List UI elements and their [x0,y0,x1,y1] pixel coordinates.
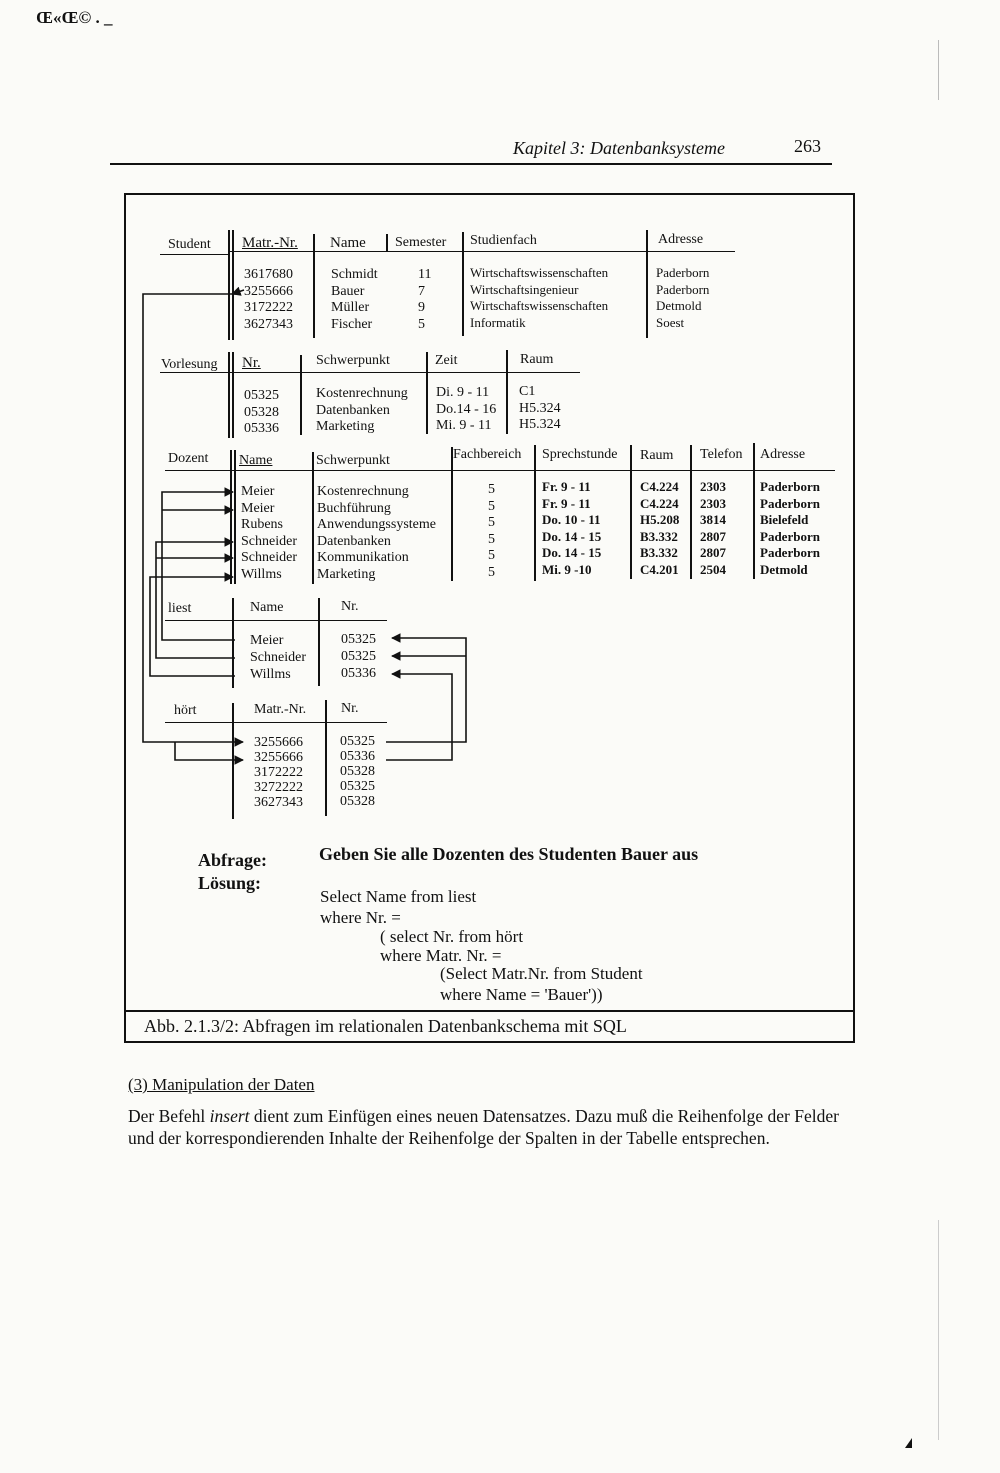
dozent-fachbereich-cell: 5 [488,498,495,514]
dozent-telefon-cell: 2807 [700,545,726,561]
student-adresse-cell: Paderborn [656,281,710,297]
hoert-header-nr: Nr. [341,701,359,716]
dozent-schwerpunkt-cell: Anwendungssysteme [317,517,436,533]
vorlesung-raum-cell: C1 [519,384,536,399]
student-table-label: Student [168,237,211,252]
student-semester-cell: 5 [418,316,425,332]
student-studienfach-cell: Wirtschaftswissenschaften [470,298,609,313]
dozent-adresse-cell: Paderborn [760,479,820,494]
liest-name-cell: Willms [250,667,291,682]
dozent-sprechstunde-cell: Fr. 9 - 11 [542,479,591,494]
arrow-student-to-hoert [143,294,243,742]
vorlesung-table-label: Vorlesung [161,357,218,372]
dozent-raum-cell: H5.208 [640,512,680,528]
dozent-name-cell: Rubens [241,517,283,533]
dozent-header-fachbereich: Fachbereich [453,447,522,462]
dozent-sprechstunde-cell: Do. 10 - 11 [542,512,601,528]
para-keyword-insert: insert [209,1106,250,1126]
dozent-fachbereich-cell: 5 [488,515,495,531]
dozent-name-cell: Meier [241,484,275,499]
liest-header-name: Name [250,600,284,615]
vorlesung-schwerpunkt-cell: Datenbanken [316,402,390,418]
vorlesung-header-nr: Nr. [242,355,261,371]
arrow-hoert-05325-to-liest [386,638,466,742]
vorlesung-raum-cell: H5.324 [519,417,561,432]
hoert-nr-cell: 05328 [340,794,375,809]
dozent-schwerpunkt-cell: Marketing [317,566,376,582]
hoert-matrnr-cell: 3255666 [254,750,303,765]
liest-name-cell: Schneider [250,650,306,665]
liest-table-label: liest [168,601,192,616]
dozent-telefon-cell: 2303 [700,479,726,494]
arrow-liest-meier-to-dozent [162,492,235,640]
student-name-cell: Schmidt [331,267,378,282]
student-header-matrnr: Matr.-Nr. [242,235,298,251]
dozent-sprechstunde-cell: Mi. 9 -10 [542,561,592,577]
dozent-header-adresse: Adresse [760,447,806,462]
dozent-schwerpunkt-cell: Kostenrechnung [317,484,409,499]
dozent-header-name: Name [239,453,273,468]
student-name-cell: Müller [331,300,370,315]
dozent-adresse-cell: Paderborn [760,495,820,511]
dozent-adresse-cell: Paderborn [760,528,820,544]
dozent-header-telefon: Telefon [700,447,743,462]
hoert-matrnr-cell: 3627343 [254,795,303,810]
student-matrnr-cell: 3627343 [244,316,293,332]
dozent-sprechstunde-cell: Do. 14 - 15 [542,545,602,561]
student-semester-cell: 11 [418,267,432,282]
vorlesung-header-raum: Raum [520,352,554,367]
dozent-adresse-cell: Bielefeld [760,512,809,528]
dozent-table-label: Dozent [168,451,209,466]
sql-line: (Select Matr.Nr. from Student [440,964,643,983]
arrow-hoert-05336-to-liest [386,674,452,760]
vorlesung-zeit-cell: Do.14 - 16 [436,401,497,417]
hoert-matrnr-cell: 3272222 [254,780,303,795]
dozent-sprechstunde-cell: Do. 14 - 15 [542,528,602,544]
vorlesung-schwerpunkt-cell: Marketing [316,419,375,434]
liest-nr-cell: 05325 [341,649,376,664]
para-text: Der Befehl [128,1106,210,1126]
dozent-raum-cell: C4.201 [640,561,679,577]
liest-nr-cell: 05336 [341,666,376,681]
vorlesung-schwerpunkt-cell: Kostenrechnung [316,386,408,401]
liest-nr-cell: 05325 [341,632,376,647]
dozent-name-cell: Meier [241,500,275,516]
dozent-fachbereich-cell: 5 [488,548,495,564]
hoert-matrnr-cell: 3172222 [254,765,303,780]
para-text: dient zum Einfügen eines neuen Datensatzes. Dazu muß die Reihenfolge der Felder und der korrespondierenden Inhalte der Reihenfolge der Spalten in der Tabelle entsprechen. [128,1106,839,1148]
student-header-semester: Semester [395,235,447,250]
student-matrnr-cell: 3617680 [244,267,293,282]
dozent-telefon-cell: 2807 [700,528,726,544]
hoert-nr-cell: 05325 [340,734,375,749]
student-matrnr-cell: 3172222 [244,300,293,315]
student-matrnr-cell: 3255666 [244,283,293,299]
student-header-name: Name [330,235,366,251]
running-title: Kapitel 3: Datenbanksysteme [513,138,725,158]
hoert-header-matrnr: Matr.-Nr. [254,702,307,717]
scan-edge-artifact [938,1220,939,1440]
vorlesung-raum-cell: H5.324 [519,400,561,416]
hoert-nr-cell: 05336 [340,749,375,764]
dozent-fachbereich-cell: 5 [488,531,495,547]
dozent-schwerpunkt-cell: Datenbanken [317,533,391,549]
student-adresse-cell: Soest [656,314,685,330]
student-adresse-cell: Detmold [656,298,702,313]
liest-name-cell: Meier [250,633,284,648]
corner-scan-mark: Œ«Œ© . _ [36,8,113,27]
dozent-telefon-cell: 2504 [700,561,726,577]
dozent-adresse-cell: Detmold [760,561,808,577]
vorlesung-nr-cell: 05328 [244,404,279,420]
dozent-fachbereich-cell: 5 [488,564,495,580]
dozent-schwerpunkt-cell: Kommunikation [317,550,409,566]
page-number: 263 [794,136,821,156]
hoert-matrnr-cell: 3255666 [254,735,303,750]
query-question: Geben Sie alle Dozenten des Studenten Bauer aus [319,844,699,864]
abfrage-label: Abfrage: [198,850,267,870]
dozent-fachbereich-cell: 5 [488,482,495,497]
dozent-header-raum: Raum [640,448,674,463]
dozent-raum-cell: C4.224 [640,479,679,494]
student-name-cell: Bauer [331,283,365,299]
dozent-raum-cell: C4.224 [640,495,679,511]
loesung-label: Lösung: [198,873,262,893]
student-header-adresse: Adresse [658,232,704,247]
scan-edge-artifact [938,40,939,100]
student-semester-cell: 9 [418,300,425,315]
dozent-schwerpunkt-cell: Buchführung [317,500,391,516]
figure-caption: Abb. 2.1.3/2: Abfragen im relationalen Datenbankschema mit SQL [144,1016,627,1036]
dozent-telefon-cell: 2303 [700,495,726,511]
hoert-nr-cell: 05325 [340,779,375,794]
student-semester-cell: 7 [418,283,425,299]
sql-line: Select Name from liest [320,887,477,906]
dozent-raum-cell: B3.332 [640,528,678,544]
vorlesung-header-schwerpunkt: Schwerpunkt [316,353,390,368]
student-header-studienfach: Studienfach [470,233,537,248]
student-studienfach-cell: Wirtschaftsingenieur [470,281,579,297]
dozent-raum-cell: B3.332 [640,545,678,561]
vorlesung-zeit-cell: Di. 9 - 11 [436,385,490,400]
sql-line: where Name = 'Bauer')) [440,985,603,1004]
dozent-header-schwerpunkt: Schwerpunkt [316,453,390,468]
dozent-name-cell: Willms [241,566,282,582]
vorlesung-zeit-cell: Mi. 9 - 11 [436,418,492,433]
section-paragraph [128,1105,864,1149]
dozent-adresse-cell: Paderborn [760,545,820,561]
student-studienfach-cell: Wirtschaftswissenschaften [470,265,609,280]
student-name-cell: Fischer [331,316,373,332]
hoert-table-label: hört [174,703,197,718]
dozent-telefon-cell: 3814 [700,512,726,528]
arrow-hoert-row2 [175,742,243,760]
sql-line: where Matr. Nr. = [380,946,502,965]
dozent-name-cell: Schneider [241,550,297,566]
sql-line: ( select Nr. from hört [380,927,524,946]
dozent-name-cell: Schneider [241,533,297,549]
sql-line: where Nr. = [320,908,401,927]
student-adresse-cell: Paderborn [656,265,710,280]
hoert-nr-cell: 05328 [340,764,375,779]
dozent-header-sprechstunde: Sprechstunde [542,447,618,462]
dozent-sprechstunde-cell: Fr. 9 - 11 [542,495,591,511]
vorlesung-nr-cell: 05325 [244,388,279,403]
vorlesung-nr-cell: 05336 [244,421,279,436]
student-studienfach-cell: Informatik [470,314,526,330]
section-heading: (3) Manipulation der Daten [128,1075,315,1094]
corner-triangle-icon [905,1438,912,1448]
vorlesung-header-zeit: Zeit [435,353,458,368]
liest-header-nr: Nr. [341,599,359,614]
